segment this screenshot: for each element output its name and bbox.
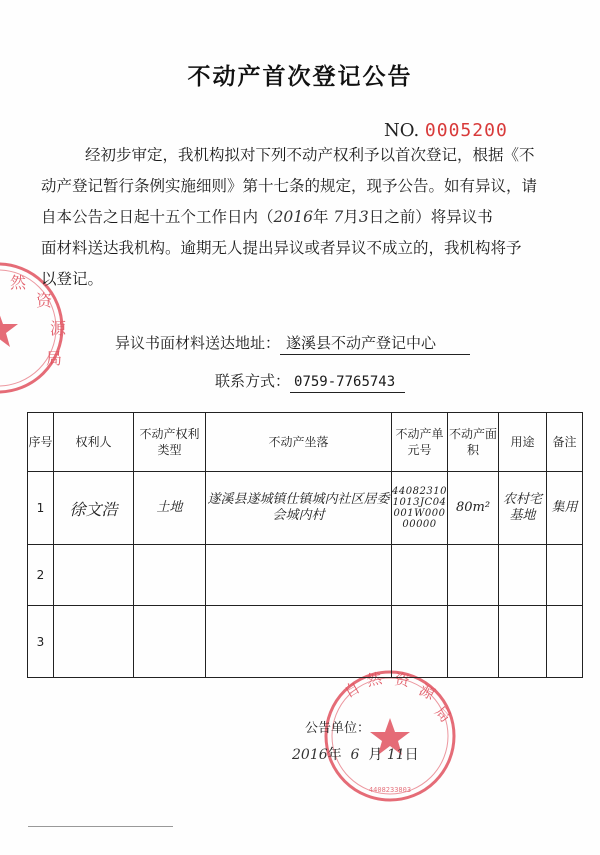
cell-right-type: [134, 545, 206, 606]
header-location: 不动产坐落: [206, 413, 392, 472]
contact-info: [215, 370, 405, 391]
svg-text:4408233803: 4408233803: [368, 786, 412, 794]
cell-remark: [547, 606, 583, 678]
paragraph-line-5: 以登记。: [41, 270, 104, 288]
deadline-month: 7: [333, 208, 344, 226]
header-unit-no: 不动产单元号: [392, 413, 448, 472]
cell-seq: 3: [28, 606, 54, 678]
cell-usage: [499, 545, 547, 606]
cell-holder: [54, 545, 134, 606]
contact-value: 0759-7765743: [290, 374, 405, 393]
document-title: 不动产首次登记公告: [187, 64, 413, 90]
header-seq: 序号: [28, 413, 54, 472]
header-remark: 备注: [547, 413, 583, 472]
cell-location: 遂溪县遂城镇仕镇城内社区居委会城内村: [206, 472, 392, 545]
cell-holder: 徐文浩: [54, 472, 134, 545]
table-row: [28, 545, 583, 606]
cell-unit-no: [392, 606, 448, 678]
document-number: [384, 120, 508, 141]
svg-text:局: 局: [431, 702, 455, 726]
header-area: 不动产面积: [448, 413, 499, 472]
cell-location: [206, 606, 392, 678]
contact-label: 联系方式：: [215, 372, 291, 390]
sign-month: 6: [350, 747, 360, 763]
cell-seq: 1: [28, 472, 54, 545]
issuer-label: 公告单位：: [305, 721, 371, 736]
deadline-day: 3: [358, 208, 369, 226]
deadline-year: 2016: [273, 208, 313, 226]
svg-text:资: 资: [36, 291, 53, 310]
number-label: NO.: [384, 120, 420, 141]
cell-area: [448, 545, 499, 606]
svg-text:源: 源: [50, 319, 67, 338]
number-value: 0005200: [424, 120, 508, 141]
cell-remark: [547, 545, 583, 606]
cell-usage: [499, 606, 547, 678]
objection-address: [115, 332, 470, 353]
svg-text:局: 局: [46, 349, 63, 368]
svg-text:然: 然: [365, 669, 384, 690]
paragraph-line-2: 动产登记暂行条例实施细则》第十七条的规定，现予公告。如有异议，请: [41, 177, 538, 195]
table-header-row: [28, 413, 583, 472]
header-holder: 权利人: [54, 413, 134, 472]
cell-unit-no: [392, 545, 448, 606]
table-row: [28, 606, 583, 678]
header-right-type: 不动产权利类型: [134, 413, 206, 472]
address-label: 异议书面材料送达地址：: [115, 334, 281, 352]
cell-usage: 农村宅基地: [499, 472, 547, 545]
paragraph-line-4: 面材料送达我机构。逾期无人提出异议或者异议不成立的，我机构将予: [41, 239, 522, 257]
table-row: [28, 472, 583, 545]
svg-text:自: 自: [341, 678, 364, 702]
cell-right-type: 土地: [134, 472, 206, 545]
paragraph-line-1: 经初步审定，我机构拟对下列不动产权利予以首次登记，根据《不: [85, 146, 535, 164]
cell-seq: 2: [28, 545, 54, 606]
address-value: 遂溪县不动产登记中心: [280, 334, 470, 355]
sign-year: 2016: [292, 747, 328, 763]
bottom-divider: [28, 826, 173, 827]
sign-day: 11: [386, 747, 405, 763]
cell-remark: 集用: [547, 472, 583, 545]
cell-holder: [54, 606, 134, 678]
cell-location: [206, 545, 392, 606]
registration-table: [27, 412, 583, 678]
cell-right-type: [134, 606, 206, 678]
svg-text:资: 资: [393, 670, 411, 691]
svg-text:然: 然: [10, 273, 27, 292]
cell-area: [448, 606, 499, 678]
announcement-paragraph: [41, 140, 579, 295]
official-seal-right: [320, 666, 460, 806]
header-usage: 用途: [499, 413, 547, 472]
svg-text:源: 源: [416, 680, 438, 704]
sign-date: 2016年 6 月 11日: [292, 747, 419, 763]
paragraph-line-3: 自本公告之日起十五个工作日内（2016年 7月3日之前）将异议书: [41, 208, 493, 226]
cell-unit-no: 440823101013JC04001W00000000: [392, 472, 448, 545]
cell-area: 80m²: [448, 472, 499, 545]
